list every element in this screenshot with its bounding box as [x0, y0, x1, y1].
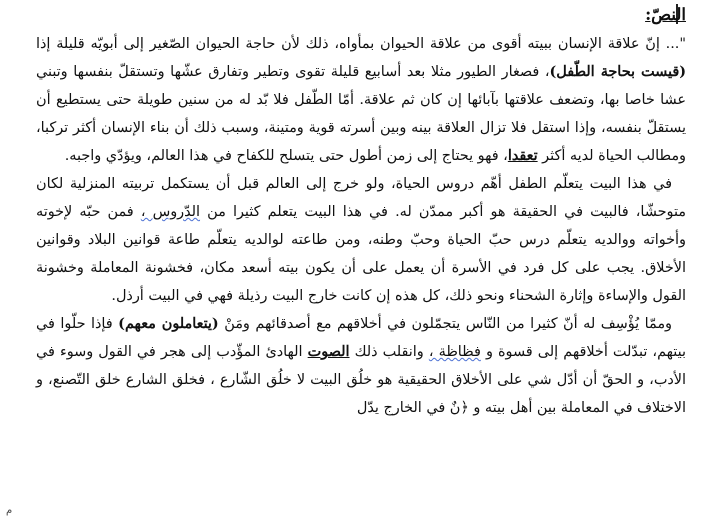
text-run: فإذا حلّوا في بيتهم، تبدّلت أخلاقهم إلى قسوة و: [36, 316, 686, 360]
text-run: وممّا يُؤْسِف له أنّ كثيرا من النّاس يتجمّلون في أخلاقهم مع أصدقائهم ومَنْ: [218, 316, 673, 332]
text-run: الصوت: [307, 343, 350, 360]
paragraph-2: [36, 170, 686, 310]
text-run: الدّروس ،: [140, 204, 201, 220]
text-run: تعقدا: [507, 147, 538, 164]
text-run: ، فهو يحتاج إلى زمن أطول حتى يتسلح للكفاح في هذا العالم، ويؤدّي واجبه.: [64, 148, 508, 164]
document-body[interactable]: [36, 0, 686, 422]
text-run: (قيست بحاجة الطّفل): [549, 63, 687, 80]
text-run: ، فصغار الطيور مثلا بعد أسابيع قليلة تقوى وتطير وتفارق عشّها وتستقلّ بنفسها وتبني عشا خاصا بها، وتضعف علاقتها بآبائها إن كان ثم علاقة. أمّا الطّفل فلا بّد له من سنين طويلة حتى يستطيع أن يستقلّ بنفسه، وإذا استقل فلا تزال العلاقة بينه وبين أسرته قوية ومتينة، وسبب ذلك أن بناء الإنسان أكثر تركبا، ومطالب الحياة لديه أكثر: [36, 64, 686, 164]
page-edge-marker: م: [6, 505, 13, 516]
paragraph-1: [36, 30, 686, 170]
paragraph-3: [36, 310, 686, 422]
text-run: الهادئ المؤّدب إلى هجر في القول وسوء في الأدب، و الحقّ أن أدّل شي على الأخلاق الحقيقية هو خلُق البيت لا خلُق الشّارع ، فخلق الشارع خلق التّصنع، و الاختلاف في المعاملة بين أهل بيته و ﴿نٌ في الخارج يدّل: [36, 344, 686, 416]
text-run: فظاظة ،: [428, 344, 481, 360]
text-run: في هذا البيت يتعلّم الطفل أهّم دروس الحياة، ولو خرج إلى العالم قبل أن يستكمل تربيته المنزلية لكان متوحشّا، فالبيت في الحقيقة هو أكبر ممدّن له. في هذا البيت يتعلم كثيرا من: [36, 176, 686, 220]
text-run: وانقلب ذلك: [349, 344, 429, 360]
text-run: (يتعاملون معهم): [118, 315, 219, 332]
section-heading: النصّ:: [645, 5, 686, 24]
text-run: "... إنّ علاقة الإنسان ببيته أقوى من علاقة الحيوان بمأواه، ذلك لأن حاجة الحيوان الصّغير إلى أبويّه قليلة إذا: [36, 36, 686, 52]
text-run: فمن حبّه لإخوته وأخواته ووالديه يتعلّم درس حبّ الحياة وحبّ وطنه، ومن طاعته لوالديه يتعلّم طاعة قوانين البلاد وقوانين الأخلاق. يجب على كل فرد في الأسرة أن يعمل على أن يكون بيته أسعد مكان، فخشونة المعاملة وخشونة القول والإساءة وإثارة الشحناء ونحو ذلك، كل هذه إن كانت خارج البيت رذيلة فهي في البيت أرذل.: [36, 204, 686, 304]
